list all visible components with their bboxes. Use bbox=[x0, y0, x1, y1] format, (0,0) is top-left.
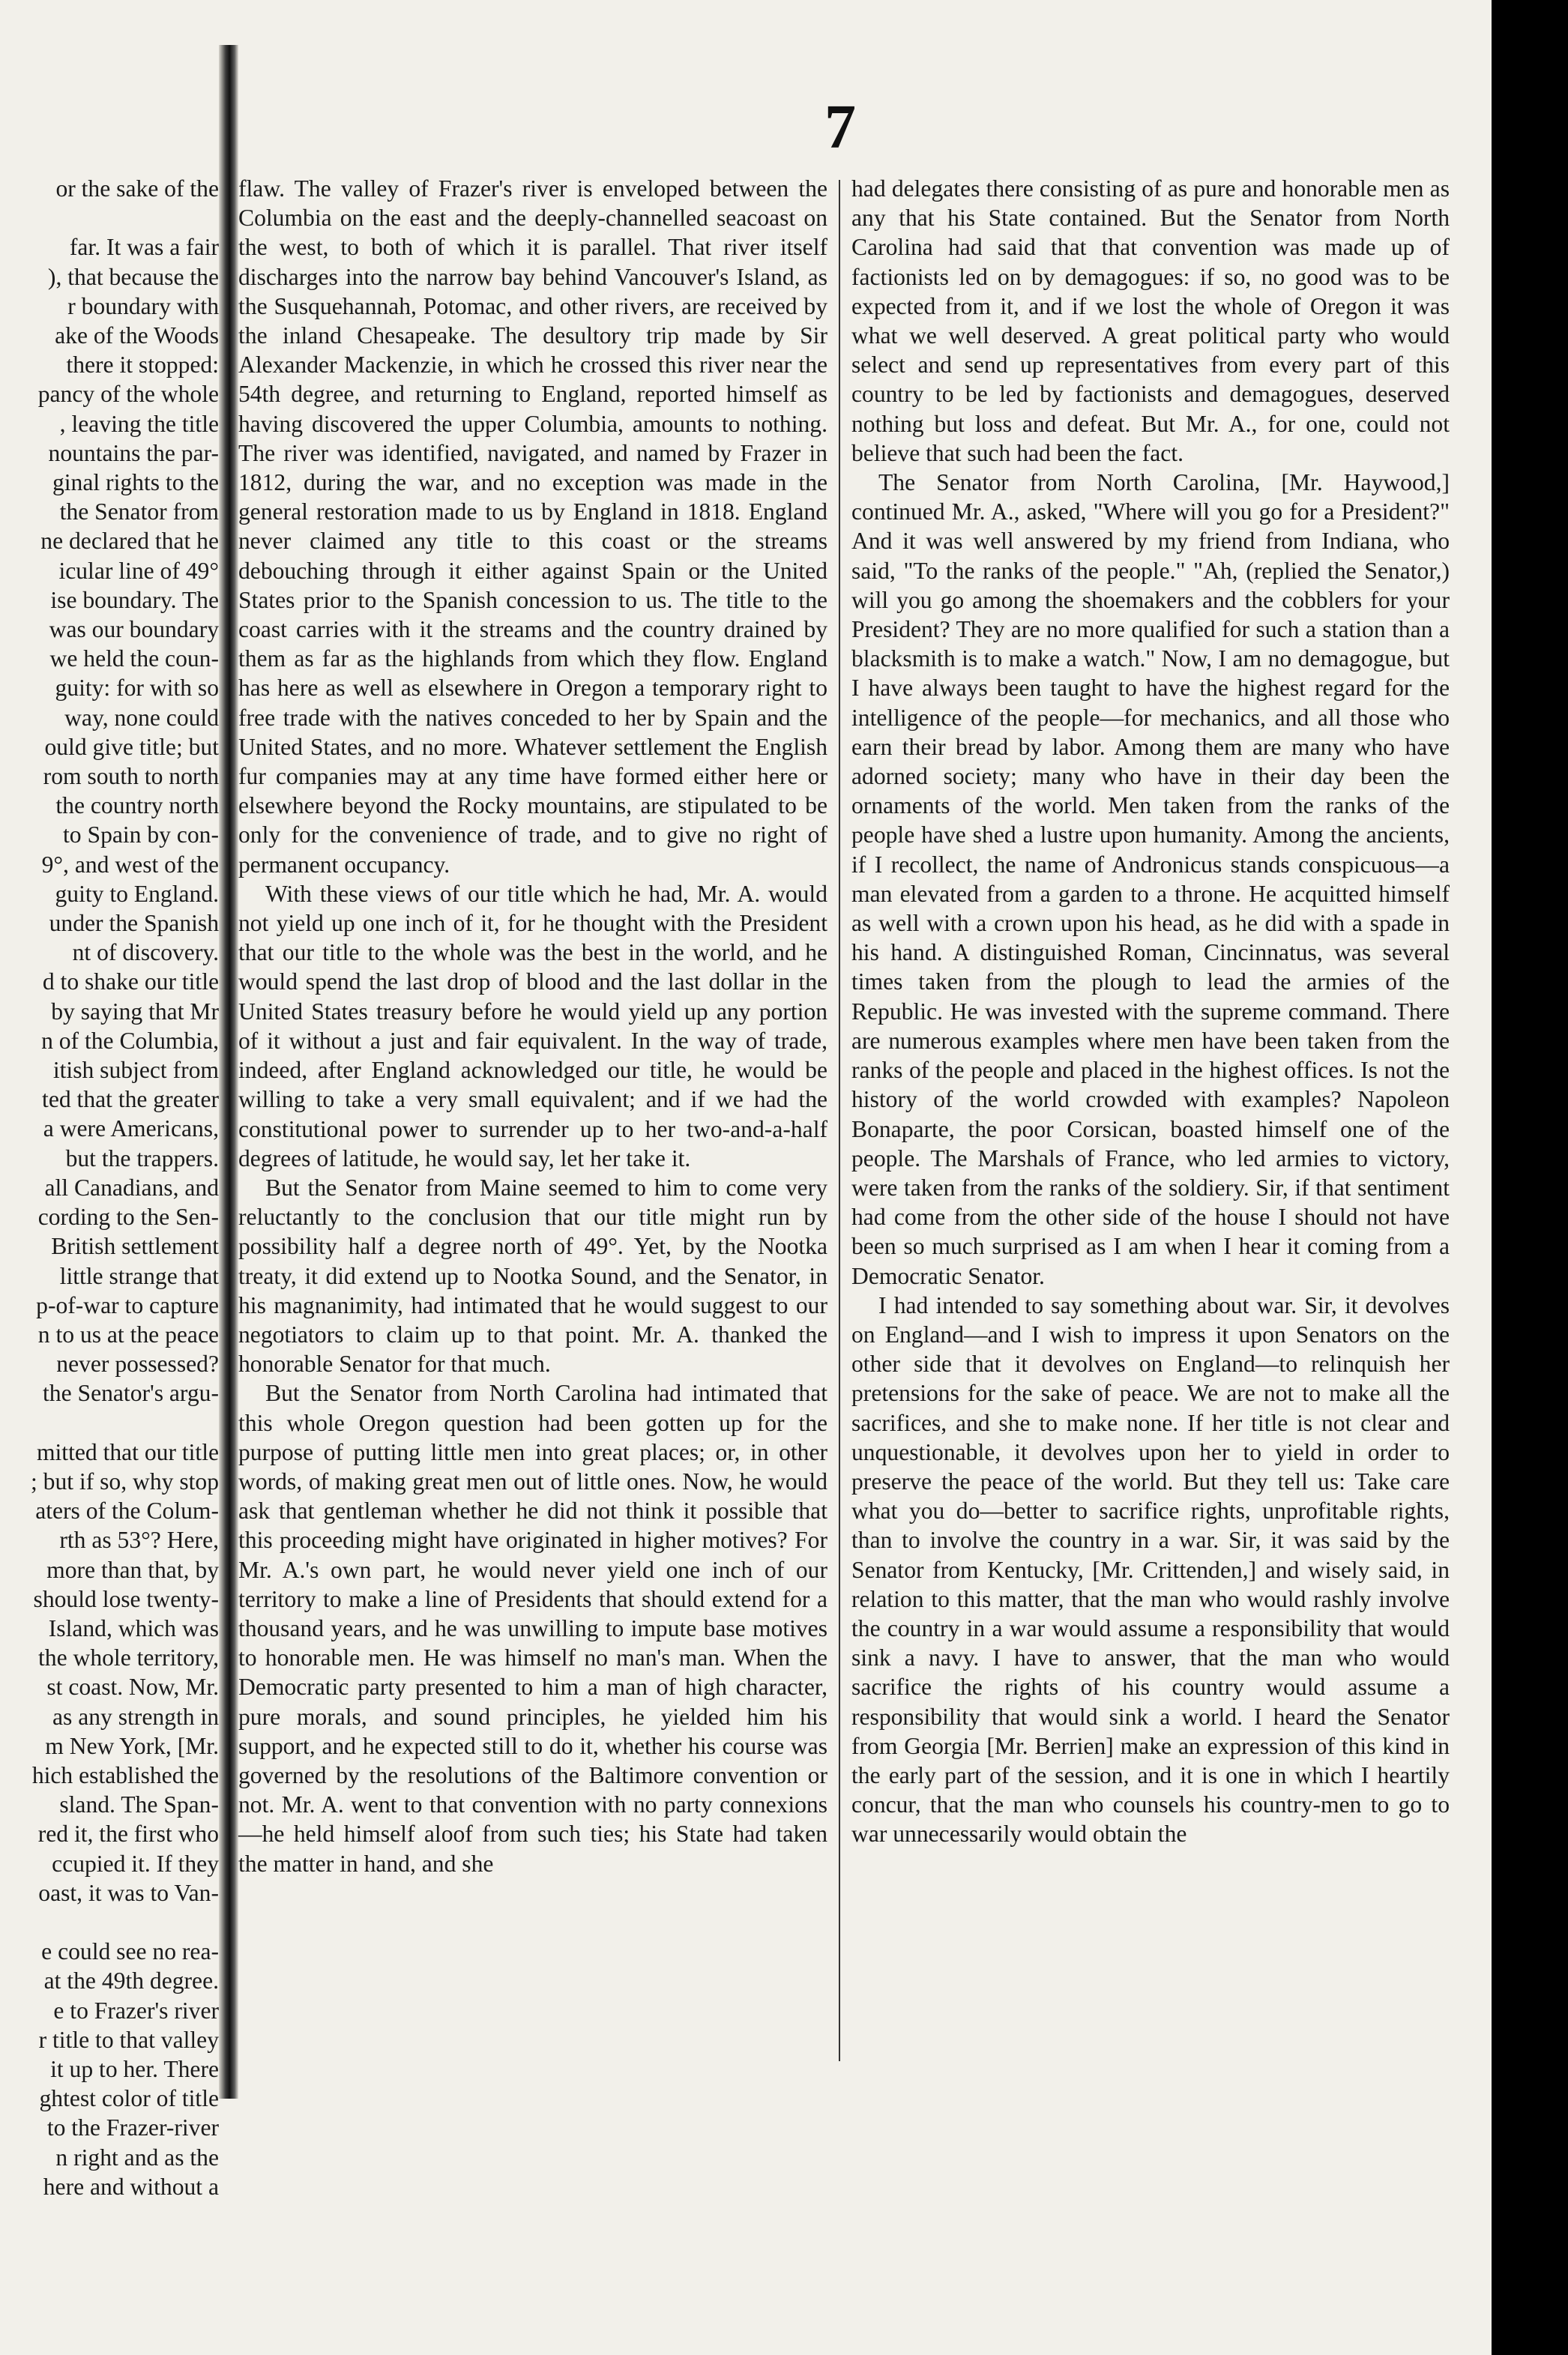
left-column-line: the whole territory, bbox=[38, 1644, 219, 1671]
right-column bbox=[851, 174, 1450, 1849]
left-column-line: 9°, and west of the bbox=[41, 851, 219, 878]
paragraph: flaw. The valley of Frazer's river is enveloped between the Columbia on the east and the deeply-channelled seacoast on the west, to both of which it is parallel. That river itself discharges into the narrow bay behind Vancouver's Island, as the Susquehannah, Potomac, and other rivers, are received by the inland Chesapeake. The desultory trip made by Sir Alexander Mackenzie, in which he crossed this river near the 54th degree, and returning to England, reported himself as having discovered the upper Columbia, amounts to nothing. The river was identified, navigated, and named by Frazer in 1812, during the war, and no exception was made in the general restoration made to us by England in 1818. England never claimed any title to this coast or the streams debouching through it either against Spain or the United States prior to the Spanish concession to us. The title to the coast carries with it the streams and the country drained by them as far as the highlands from which they flow. England has here as well as elsewhere in Oregon a temporary right to free trade with the natives conceded to her by Spain and the United States, and no more. Whatever settlement the English fur companies may at any time have formed either here or elsewhere beyond the Rocky mountains, are stipulated to be only for the convenience of trade, and to give no right of permanent occupancy. bbox=[238, 175, 827, 878]
left-column-line: ), that because the bbox=[47, 263, 219, 290]
left-column-line: itish subject from bbox=[52, 1057, 219, 1084]
left-column-line: should lose twenty- bbox=[33, 1585, 219, 1612]
left-column-line: by saying that Mr bbox=[51, 998, 219, 1025]
left-column-line: all Canadians, and bbox=[44, 1174, 219, 1201]
left-column-line: rth as 53°? Here, bbox=[59, 1527, 219, 1554]
left-column-line bbox=[0, 1408, 219, 1438]
left-column-line: icular line of 49° bbox=[58, 557, 219, 584]
left-column-line: it up to her. There bbox=[50, 2055, 219, 2082]
left-column-line: more than that, by bbox=[46, 1556, 219, 1583]
left-column-line: cording to the Sen- bbox=[37, 1204, 219, 1231]
left-column-line: guity to England. bbox=[55, 880, 219, 907]
paragraph: had delegates there consisting of as pure and honorable men as any that his State contained. But the Senator from North Carolina had said that that convention was made up of factionists led on by demagogues: if so, no good was to be expected from it, and if we lost the whole of Oregon it was what we well deserved. A great political party who would select and send up representatives from every part of this country to be led by factionists and demagogues, deserved nothing but loss and defeat. But Mr. A., for one, could not believe that such had been the fact. bbox=[851, 175, 1450, 466]
page-gutter bbox=[219, 45, 238, 2099]
left-column-line: e could see no rea- bbox=[41, 1938, 219, 1965]
left-column-line bbox=[0, 1908, 219, 1937]
column-rule bbox=[839, 180, 840, 2061]
left-column-line: hich established the bbox=[31, 1761, 219, 1788]
left-column-line: never possessed? bbox=[56, 1351, 219, 1378]
left-column-line: ginal rights to the bbox=[52, 469, 219, 496]
left-column-line: ted that the greater bbox=[42, 1086, 219, 1113]
left-column-line: ake of the Woods bbox=[55, 322, 219, 349]
left-column-line: p-of-war to capture bbox=[36, 1291, 219, 1318]
paragraph: But the Senator from North Carolina had intimated that this whole Oregon question had been gotten up for the purpose of putting little men into great places; or, in other words, of making great men out of little ones. Now, he would ask that gentleman whether he did not think it possible that this proceeding might have originated in higher motives? For Mr. A.'s own part, he would never yield one inch of our territory to make a line of Presidents that should extend for a thousand years, and he was unwilling to impute base motives to honorable men. He was himself no man's man. When the Democratic party presented to him a man of high character, pure morals, and sound principles, he yielded him his support, and he expected still to do it, whether his course was governed by the resolutions of the Baltimore convention or not. Mr. A. went to that convention with no party connexions—he held himself aloof from such ties; his State had taken the matter in hand, and she bbox=[238, 1380, 827, 1877]
left-column-line: a were Americans, bbox=[43, 1115, 219, 1142]
left-column-line: r title to that valley bbox=[38, 2026, 219, 2053]
left-column-line: we held the coun- bbox=[49, 645, 219, 672]
left-column-line: aters of the Colum- bbox=[35, 1498, 219, 1525]
page-number: 7 bbox=[824, 92, 856, 162]
paragraph: But the Senator from Maine seemed to him to come very reluctantly to the conclusion that our title might run by possibility half a degree north of 49°. Yet, by the Nootka treaty, it did extend up to Nootka Sound, and the Senator, in his magnanimity, had intimated that he would suggest to our negotiators to claim up to that point. Mr. A. thanked the honorable Senator for that much. bbox=[238, 1174, 827, 1378]
left-column-line: the Senator from bbox=[59, 498, 219, 525]
left-column-line: the Senator's argu- bbox=[43, 1380, 219, 1407]
middle-column bbox=[238, 174, 827, 1878]
left-column-line: ghtest color of title bbox=[39, 2085, 219, 2112]
left-column-line: e to Frazer's river bbox=[53, 1997, 219, 2024]
left-column-line: oast, it was to Van- bbox=[38, 1879, 219, 1906]
left-column-line: nt of discovery. bbox=[72, 939, 219, 966]
left-column-line: Island, which was bbox=[48, 1614, 219, 1641]
left-column-line: mitted that our title bbox=[36, 1438, 219, 1465]
left-column-line: ccupied it. If they bbox=[52, 1850, 219, 1877]
left-column-line: m New York, [Mr. bbox=[45, 1732, 219, 1759]
left-column-line: n of the Columbia, bbox=[41, 1027, 219, 1054]
left-column-line: ne declared that he bbox=[40, 528, 219, 555]
left-column-line: at the 49th degree. bbox=[43, 1967, 219, 1994]
left-column-line: under the Spanish bbox=[49, 910, 219, 937]
left-column-line: there it stopped: bbox=[66, 352, 219, 379]
left-column-line: r boundary with bbox=[67, 292, 219, 319]
left-column-line: or the sake of the bbox=[55, 175, 219, 202]
left-column-line: ; but if so, why stop bbox=[30, 1468, 219, 1495]
left-column-line: d to shake our title bbox=[42, 968, 219, 995]
left-column-line: n right and as the bbox=[55, 2144, 219, 2171]
left-column-line: red it, the first who bbox=[37, 1821, 219, 1848]
left-column-line: ise boundary. The bbox=[50, 586, 219, 613]
paragraph: With these views of our title which he had, Mr. A. would not yield up one inch of it, for he thought with the President that our title to the whole was the best in the world, and he would spend the last drop of blood and the last dollar in the United States treasury before he would yield up any portion of it without a just and fair equivalent. In the way of trade, indeed, after England acknowledged our title, he would be willing to take a very small equivalent; and if we had the constitutional power to surrender up to her two-and-a-half degrees of latitude, he would say, let her take it. bbox=[238, 880, 827, 1172]
left-column-line: as any strength in bbox=[52, 1703, 219, 1730]
left-column-line: sland. The Span- bbox=[59, 1791, 219, 1818]
left-column-line: but the trappers. bbox=[65, 1145, 219, 1172]
left-column-line: was our boundary bbox=[49, 616, 219, 643]
left-column-line: pancy of the whole bbox=[37, 381, 219, 408]
paragraph: I had intended to say something about war. Sir, it devolves on England—and I wish to impress it upon Senators on the other side that it devolves on England—to relinquish her pretensions for the sake of peace. We are not to make all the sacrifices, and she to make none. If her title is not clear and unquestionable, it devolves upon her to yield in order to preserve the peace of the world. But they tell us: Take care what you do—better to sacrifice rights, unprofitable rights, than to involve the country in a war. Sir, it was said by the Senator from Kentucky, [Mr. Crittenden,] and wisely said, in relation to this matter, that the man who would rashly involve the country in a war would assume a responsibility that would sink a navy. I have to answer, that the man who would sacrifice the rights of his country would assume a responsibility that would sink a world. I heard the Senator from Georgia [Mr. Berrien] make an expression of this kind in the early part of the session, and it is one in which I heartily concur, that the man who counsels his country-men to go to war unnecessarily would obtain the bbox=[851, 1291, 1450, 1848]
left-column-line bbox=[0, 203, 219, 232]
left-column-line: guity: for with so bbox=[55, 675, 219, 702]
left-column-line: to the Frazer-river bbox=[46, 2114, 219, 2141]
left-column-line: n to us at the peace bbox=[37, 1321, 219, 1348]
left-column-line: British settlement bbox=[51, 1233, 219, 1260]
left-column-line: rom south to north bbox=[43, 763, 219, 790]
left-column-line: nountains the par- bbox=[48, 439, 219, 466]
left-column-line: to Spain by con- bbox=[63, 821, 219, 848]
paragraph: The Senator from North Carolina, [Mr. Haywood,] continued Mr. A., asked, "Where will you go for a President?" And it was well answered by my friend from Indiana, who said, "To the ranks of the people." "Ah, (replied the Senator,) will you go among the shoemakers and the cobblers for your President? They are no more qualified for such a station than a blacksmith is to make a watch." Now, I am no demagogue, but I have always been taught to have the highest regard for the intelligence of the people—for mechanics, and all those who earn their bread by labor. Among them are many who have adorned society; many who have in their day been the ornaments of the world. Men taken from the ranks of the people have shed a lustre upon humanity. Among the ancients, if I recollect, the name of Andronicus stands conspicuous—a man elevated from a garden to a throne. He acquitted himself as well with a crown upon his head, as he did with a spade in his hand. A distinguished Roman, Cincinnatus, was several times taken from the plough to lead the armies of the Republic. He was invested with the supreme command. There are numerous examples where men have been taken from the ranks of the people and placed in the highest offices. Is not the history of the world crowded with examples? Napoleon Bonaparte, the poor Corsican, boasted himself one of the people. The Marshals of France, who led armies to victory, were taken from the ranks of the soldiery. Sir, if that sentiment had come from the other side of the house I should not have been so much surprised as I am when I hear it coming from a Democratic Senator. bbox=[851, 469, 1450, 1289]
left-column-line: , leaving the title bbox=[59, 410, 219, 437]
left-column-line: far. It was a fair bbox=[69, 234, 219, 261]
left-column-line: the country north bbox=[55, 792, 219, 819]
left-column-line: ould give title; but bbox=[44, 733, 219, 760]
left-column-fragment bbox=[0, 174, 219, 2201]
left-column-line: st coast. Now, Mr. bbox=[46, 1674, 219, 1701]
left-column-line: way, none could bbox=[64, 704, 219, 731]
left-column-line: here and without a bbox=[43, 2173, 219, 2200]
left-column-line: little strange that bbox=[59, 1262, 219, 1289]
